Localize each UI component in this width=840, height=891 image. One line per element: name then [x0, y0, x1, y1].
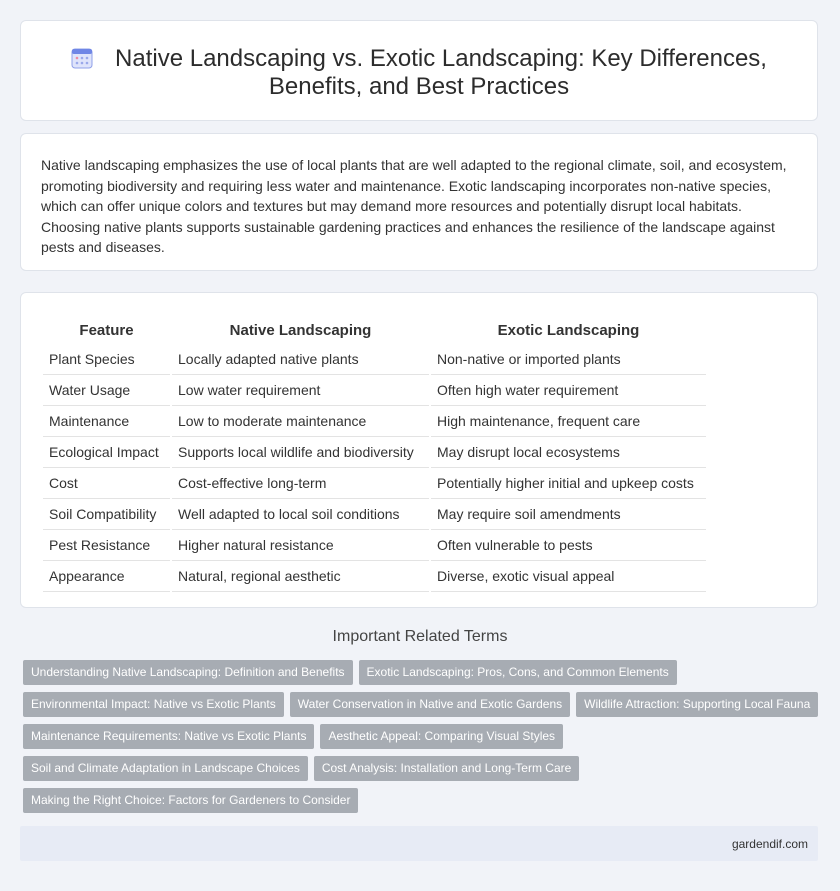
tag-row	[23, 756, 823, 788]
tag-row	[23, 660, 823, 692]
related-term-tag[interactable]: Soil and Climate Adaptation in Landscape Choices	[23, 756, 308, 781]
table-row	[43, 375, 706, 406]
related-term-tag[interactable]: Environmental Impact: Native vs Exotic Plants	[23, 692, 284, 717]
native-cell: Low to moderate maintenance	[172, 406, 429, 437]
page-title	[21, 45, 817, 101]
native-cell: Higher natural resistance	[172, 530, 429, 561]
comparison-table	[41, 312, 708, 592]
tag-row	[23, 788, 823, 820]
feature-cell: Soil Compatibility	[43, 499, 170, 530]
related-terms-tags	[23, 660, 823, 820]
exotic-cell: High maintenance, frequent care	[431, 406, 706, 437]
exotic-cell: Non-native or imported plants	[431, 344, 706, 375]
related-term-tag[interactable]: Maintenance Requirements: Native vs Exotic Plants	[23, 724, 314, 749]
title-line-2: Benefits, and Best Practices	[268, 73, 570, 100]
related-term-tag[interactable]: Aesthetic Appeal: Comparing Visual Styles	[320, 724, 563, 749]
related-term-tag[interactable]: Wildlife Attraction: Supporting Local Fauna	[576, 692, 818, 717]
exotic-cell: Potentially higher initial and upkeep costs	[431, 468, 706, 499]
title-line-1: Native Landscaping vs. Exotic Landscaping: Key Differences,	[115, 45, 767, 72]
native-cell: Well adapted to local soil conditions	[172, 499, 429, 530]
feature-cell: Ecological Impact	[43, 437, 170, 468]
related-term-tag[interactable]: Water Conservation in Native and Exotic Gardens	[290, 692, 570, 717]
table-row	[43, 530, 706, 561]
feature-cell: Cost	[43, 468, 170, 499]
table-row	[43, 437, 706, 468]
related-term-tag[interactable]: Making the Right Choice: Factors for Gardeners to Consider	[23, 788, 358, 813]
native-cell: Low water requirement	[172, 375, 429, 406]
comparison-card	[20, 292, 818, 608]
exotic-cell: May require soil amendments	[431, 499, 706, 530]
feature-cell: Maintenance	[43, 406, 170, 437]
exotic-cell: Often high water requirement	[431, 375, 706, 406]
native-cell: Locally adapted native plants	[172, 344, 429, 375]
exotic-cell: Diverse, exotic visual appeal	[431, 561, 706, 592]
title-card	[20, 20, 818, 121]
table-row	[43, 561, 706, 592]
table-header-row	[43, 312, 706, 344]
feature-cell: Pest Resistance	[43, 530, 170, 561]
native-cell: Cost-effective long-term	[172, 468, 429, 499]
table-row	[43, 344, 706, 375]
related-terms-heading: Important Related Terms	[332, 628, 508, 645]
exotic-cell: Often vulnerable to pests	[431, 530, 706, 561]
exotic-cell: May disrupt local ecosystems	[431, 437, 706, 468]
tag-row	[23, 692, 823, 724]
tag-row	[23, 724, 823, 756]
column-header-exotic: Exotic Landscaping	[497, 321, 640, 339]
column-header-native: Native Landscaping	[229, 321, 372, 339]
related-term-tag[interactable]: Exotic Landscaping: Pros, Cons, and Common Elements	[359, 660, 677, 685]
related-term-tag[interactable]: Understanding Native Landscaping: Definition and Benefits	[23, 660, 353, 685]
feature-cell: Water Usage	[43, 375, 170, 406]
footer-bar	[20, 826, 818, 861]
feature-cell: Plant Species	[43, 344, 170, 375]
table-row	[43, 406, 706, 437]
native-cell: Supports local wildlife and biodiversity	[172, 437, 429, 468]
intro-paragraph: Native landscaping emphasizes the use of local plants that are well adapted to the regional climate, soil, and ecosystem, promoting biodiversity and requiring less water and maintenance. Exotic landscaping incorporates non-native species, which can offer unique colors and textures but may demand more resources and potentially disrupt local habitats. Choosing native plants supports sustainable gardening practices and enhances the resilience of the landscape against pests and diseases.	[41, 157, 787, 255]
table-row	[43, 499, 706, 530]
native-cell: Natural, regional aesthetic	[172, 561, 429, 592]
table-row	[43, 468, 706, 499]
related-term-tag[interactable]: Cost Analysis: Installation and Long-Term Care	[314, 756, 579, 781]
intro-card	[20, 133, 818, 271]
column-header-feature: Feature	[79, 321, 134, 339]
feature-cell: Appearance	[43, 561, 170, 592]
calendar-icon	[71, 47, 93, 69]
site-name[interactable]: gardendif.com	[731, 837, 808, 851]
